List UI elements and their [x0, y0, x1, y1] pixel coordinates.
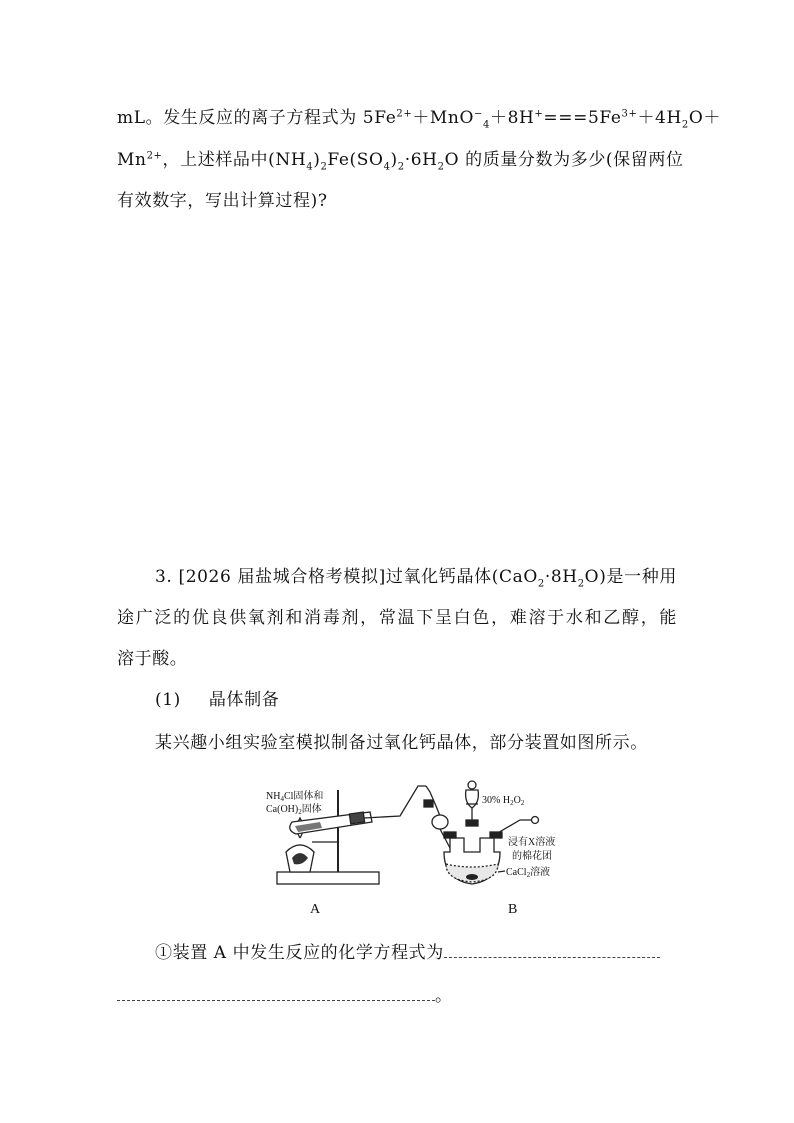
connector-1: [424, 800, 433, 807]
problem-number: 3.: [155, 567, 173, 587]
cotton-ball: [532, 817, 539, 824]
connector-4: [490, 832, 502, 838]
subscript: 4: [483, 119, 490, 131]
problem3-intro: 某兴趣小组实验室模拟制备过氧化钙晶体，部分装置如图所示。: [155, 733, 648, 753]
subscript: 2: [320, 161, 328, 173]
label-h2o2: 30% $H_2O_2$: [482, 795, 525, 807]
text-segment: ＋4H: [637, 108, 682, 128]
label-reactants-2: $Ca(OH)_2$固体: [266, 804, 322, 816]
problem3-line-3: 溶于酸。: [117, 649, 188, 669]
subscript: 2: [537, 578, 545, 590]
superscript: 2+: [396, 108, 413, 120]
subscript: 2: [577, 578, 585, 590]
label-cotton-2: 的棉花团: [512, 851, 552, 862]
text-segment: O＋: [688, 108, 721, 128]
question-end-punct: 。: [435, 986, 453, 1006]
subscript: 4: [383, 161, 391, 173]
text-segment: ): [390, 150, 398, 170]
funnel-stopper: [468, 781, 476, 789]
text-segment: ): [313, 150, 321, 170]
label-reactants-1: $NH_4Cl$固体和: [266, 791, 324, 803]
label-cacl2: CaCl$_2$溶液: [506, 867, 551, 879]
stir-bar: [466, 874, 478, 880]
text-segment: ＋MnO: [412, 108, 475, 128]
problem-source: [2026 届盐城合格考模拟]: [178, 567, 386, 587]
part-number: (1): [155, 690, 181, 710]
superscript: 3+: [621, 108, 638, 120]
delivery-tube-1: [364, 786, 426, 818]
problem2-line-3: 有效数字，写出计算过程)?: [117, 191, 328, 211]
caption-a: A: [310, 902, 321, 917]
text-segment: mL。发生反应的离子方程式为 5Fe: [117, 108, 397, 128]
question-text: ①装置 A 中发生反应的化学方程式为: [155, 943, 444, 963]
separatory-funnel: [466, 790, 479, 808]
caption-b: B: [508, 902, 518, 917]
problem3-line-2: 途广泛的优良供氧剂和消毒剂，常温下呈白色，难溶于水和乙醇，能: [117, 608, 677, 628]
text-segment: ·6H: [404, 150, 438, 170]
text-segment: Fe(SO: [327, 150, 384, 170]
subscript: 4: [306, 161, 314, 173]
text-segment: 过氧化钙晶体(CaO: [385, 567, 538, 587]
subscript: 2: [397, 161, 405, 173]
connector-2: [444, 832, 456, 838]
superscript: +: [534, 108, 544, 120]
superscript: −: [474, 108, 483, 120]
part-title: 晶体制备: [208, 690, 280, 710]
subscript: 2: [437, 161, 445, 173]
text-segment: ，上述样品中(NH: [162, 150, 307, 170]
text-segment: ===5Fe: [543, 108, 622, 128]
label-cotton-1: 浸有X溶液: [508, 837, 556, 848]
text-segment: Mn: [117, 150, 147, 170]
text-segment: ＋8H: [489, 108, 535, 128]
pointer-cacl2: [498, 871, 505, 872]
subscript: 2: [681, 119, 689, 131]
text-segment: ·8H: [544, 567, 578, 587]
text-segment: O)是一种用: [584, 567, 678, 587]
safety-bulb: [432, 815, 448, 829]
superscript: 2+: [146, 150, 163, 162]
stand-base: [277, 872, 379, 884]
stopper: [349, 812, 364, 824]
text-segment: O 的质量分数为多少(保留两位: [444, 150, 684, 170]
